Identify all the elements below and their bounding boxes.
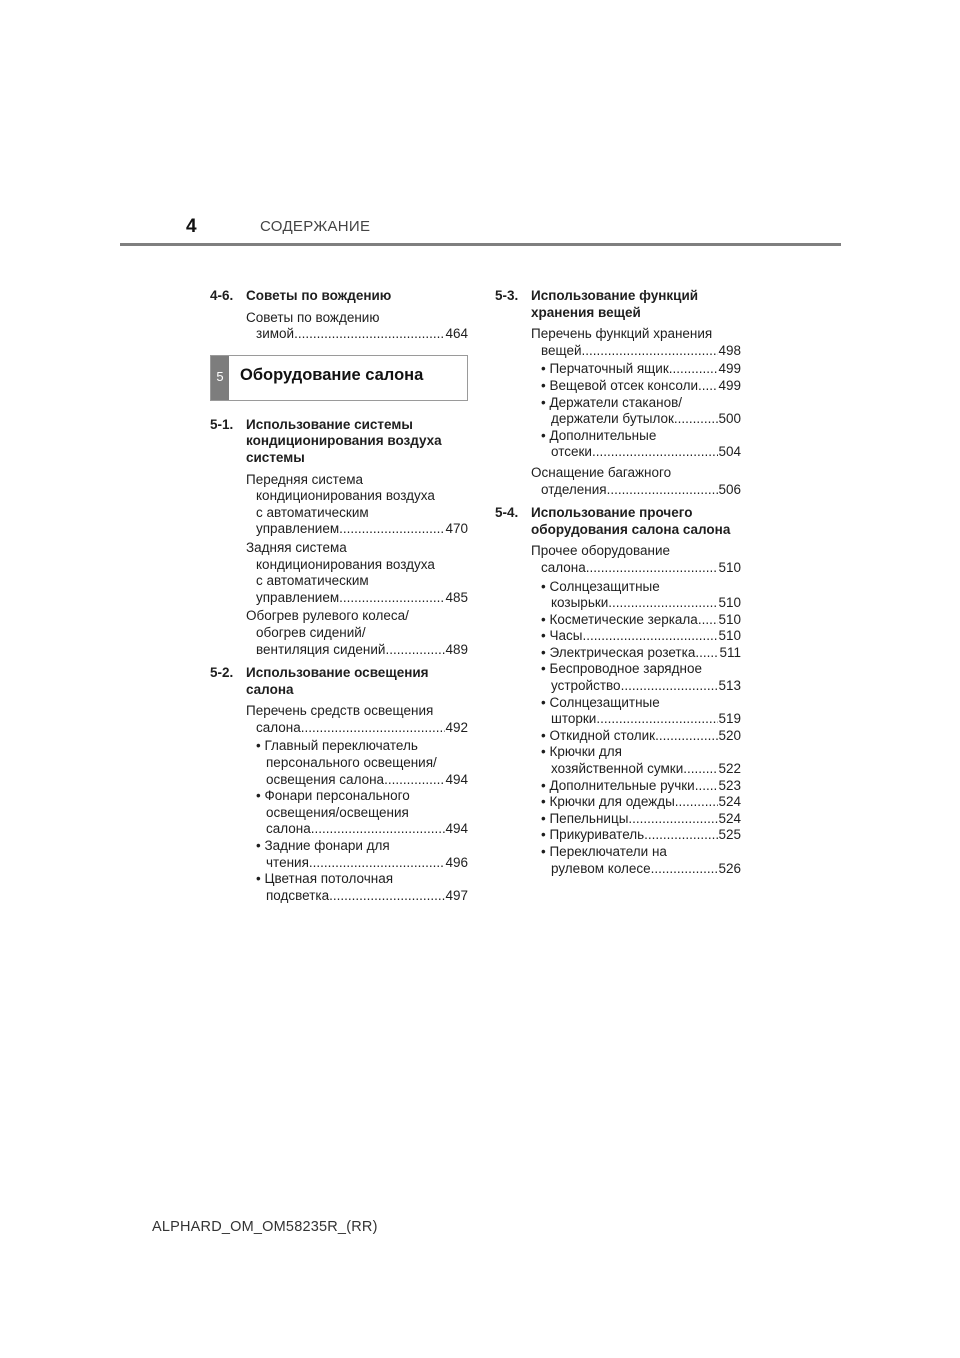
entry-text: управлением xyxy=(256,521,340,537)
section-5-3-heading xyxy=(495,288,741,321)
entry-text: Перечень средств освещения xyxy=(246,703,434,719)
page-number: 4 xyxy=(186,216,197,237)
page-ref: 494 xyxy=(445,821,468,837)
entry-text: козырьки xyxy=(551,595,609,611)
chapter-title: Оборудование салона xyxy=(240,365,424,384)
entry-text: Задняя система xyxy=(246,539,347,555)
toc-entry[interactable] xyxy=(246,703,468,736)
entry-leader xyxy=(256,821,468,838)
entry-leader xyxy=(541,645,741,662)
entry-leader xyxy=(541,678,741,695)
page-ref: 523 xyxy=(718,777,741,793)
entry-leader xyxy=(541,811,741,828)
entry-text: • Держатели стаканов/ xyxy=(541,394,683,410)
entry-leader xyxy=(541,361,741,378)
entry-text: • Главный переключатель xyxy=(256,738,418,754)
toc-subentry[interactable] xyxy=(541,827,741,844)
entry-leader xyxy=(246,590,468,607)
page-ref: 504 xyxy=(718,444,741,460)
section-number: 5-1. xyxy=(210,416,234,432)
section-title: Использование функций xyxy=(531,288,699,303)
page-header xyxy=(0,0,960,260)
entry-text: Оснащение багажного xyxy=(531,464,672,480)
toc-subentry[interactable] xyxy=(541,645,741,662)
entry-leader xyxy=(256,855,468,872)
entry-text: подсветка xyxy=(266,887,330,903)
page-ref: 499 xyxy=(718,361,741,377)
entry-text: • Переключатели на xyxy=(541,844,667,859)
page-ref: 494 xyxy=(445,771,468,787)
toc-subentry[interactable] xyxy=(256,838,468,871)
section-title: оборудования салона салона xyxy=(531,521,731,537)
entry-leader xyxy=(541,827,741,844)
entry-text: Перечень функций хранения xyxy=(531,326,713,342)
entry-leader xyxy=(531,343,741,360)
entry-leader xyxy=(541,628,741,645)
entry-text: • Косметические зеркала xyxy=(541,611,698,627)
entry-leader xyxy=(246,326,468,343)
entry-text: • Солнцезащитные xyxy=(541,578,660,594)
page-ref: 510 xyxy=(718,559,741,575)
section-4-6-heading xyxy=(210,288,468,305)
toc-entry[interactable] xyxy=(531,326,741,359)
entry-text: Передняя система xyxy=(246,471,364,487)
page-ref: 524 xyxy=(718,794,741,810)
entry-text: салона xyxy=(266,821,311,837)
toc-subentry[interactable] xyxy=(541,612,741,629)
section-title: Советы по вождению xyxy=(246,288,392,303)
section-5-4-heading xyxy=(495,505,741,538)
entry-text: держатели бутылок xyxy=(551,411,674,427)
page-ref: 485 xyxy=(445,589,468,605)
entry-text: кондиционирования воздуха xyxy=(256,488,435,504)
entry-leader xyxy=(541,778,741,795)
footer-doc-code: ALPHARD_OM_OM58235R_(RR) xyxy=(152,1219,378,1235)
page-ref: 510 xyxy=(718,595,741,611)
section-number: 5-3. xyxy=(495,288,519,303)
section-5-2-heading xyxy=(210,665,468,698)
entry-text: отделения xyxy=(541,481,607,497)
section-5-1-heading xyxy=(210,417,468,467)
entry-text: • Прикуриватель xyxy=(541,827,645,843)
entry-leader xyxy=(541,612,741,629)
header-title: СОДЕРЖАНИЕ xyxy=(260,218,371,235)
toc-subentry[interactable] xyxy=(256,871,468,904)
page-ref: 510 xyxy=(718,611,741,627)
page-ref: 520 xyxy=(718,727,741,743)
entry-text: салона xyxy=(256,719,301,735)
page-ref: 464 xyxy=(445,326,468,342)
page-ref: 526 xyxy=(718,860,741,876)
entry-text: освещения/освещения xyxy=(266,804,409,820)
entry-text: с автоматическим xyxy=(256,573,369,589)
toc-subentry[interactable] xyxy=(256,738,468,788)
entry-leader xyxy=(541,595,741,612)
entry-text: отсеки xyxy=(551,444,592,460)
entry-text: • Дополнительные ручки xyxy=(541,777,695,793)
entry-text: устройство xyxy=(551,678,621,694)
entry-text: Советы по вождению xyxy=(246,309,380,325)
entry-text: • Фонари персонального xyxy=(256,788,410,804)
entry-text: • Дополнительные xyxy=(541,427,657,443)
toc-right-column xyxy=(495,288,741,877)
entry-leader xyxy=(541,411,741,428)
entry-leader xyxy=(246,642,468,659)
toc-subentry[interactable] xyxy=(541,395,741,428)
section-number: 5-2. xyxy=(210,665,234,681)
entry-leader xyxy=(541,728,741,745)
entry-text: управлением xyxy=(256,589,340,605)
toc-subentry[interactable] xyxy=(541,695,741,728)
toc-subentry[interactable] xyxy=(541,728,741,745)
section-title: кондиционирования воздуха xyxy=(246,433,442,449)
toc-entry[interactable] xyxy=(531,465,741,498)
entry-leader xyxy=(541,794,741,811)
toc-entry[interactable] xyxy=(246,540,468,606)
header-divider xyxy=(120,243,841,246)
page-ref: 524 xyxy=(718,810,741,826)
toc-subentry[interactable] xyxy=(541,661,741,694)
entry-leader xyxy=(541,861,741,878)
entry-text: обогрев сидений/ xyxy=(256,624,366,640)
entry-text: персонального освещения/ xyxy=(266,755,437,771)
entry-text: • Электрическая розетка xyxy=(541,644,696,660)
entry-text: • Цветная потолочная xyxy=(256,871,394,887)
page-ref: 470 xyxy=(445,521,468,537)
entry-leader xyxy=(256,888,468,905)
entry-text: чтения xyxy=(266,854,309,870)
toc-subentry[interactable] xyxy=(541,778,741,795)
toc-subentry[interactable] xyxy=(541,378,741,395)
toc-subentry[interactable] xyxy=(541,811,741,828)
entry-leader xyxy=(531,560,741,577)
page-ref: 499 xyxy=(718,377,741,393)
page-ref: 519 xyxy=(718,711,741,727)
toc-subentry[interactable] xyxy=(541,579,741,612)
toc-entry[interactable] xyxy=(246,310,468,343)
entry-text: Прочее оборудование xyxy=(531,543,671,559)
page-ref: 498 xyxy=(718,342,741,358)
entry-text: Обогрев рулевого колеса/ xyxy=(246,608,409,624)
page-ref: 500 xyxy=(718,411,741,427)
toc-entry[interactable] xyxy=(246,472,468,538)
page-ref: 506 xyxy=(718,481,741,497)
chapter-5-banner xyxy=(210,355,468,401)
entry-leader xyxy=(541,711,741,728)
entry-text: шторки xyxy=(551,711,597,727)
page-ref: 492 xyxy=(445,719,468,735)
toc-entry[interactable] xyxy=(246,608,468,658)
entry-leader xyxy=(256,772,468,789)
entry-text: вещей xyxy=(541,342,582,358)
chapter-tab: 5 xyxy=(211,356,229,400)
entry-leader xyxy=(246,720,468,737)
page-ref: 511 xyxy=(719,644,741,660)
toc-subentry[interactable] xyxy=(541,361,741,378)
entry-text: • Задние фонари для xyxy=(256,838,390,854)
entry-text: • Крючки для одежды xyxy=(541,794,675,810)
toc-left-column xyxy=(210,288,468,904)
entry-text: освещения салона xyxy=(266,771,385,787)
entry-leader xyxy=(541,444,741,461)
entry-text: зимой xyxy=(256,326,295,342)
toc-subentry[interactable] xyxy=(256,788,468,838)
page-ref: 522 xyxy=(718,761,741,777)
entry-text: • Беспроводное зарядное xyxy=(541,661,702,677)
entry-text: • Вещевой отсек консоли xyxy=(541,377,698,393)
page-ref: 489 xyxy=(445,641,468,657)
toc-subentry[interactable] xyxy=(541,744,741,777)
section-title: Использование системы xyxy=(246,416,413,432)
entry-leader xyxy=(246,521,468,538)
section-title: Использование освещения xyxy=(246,665,429,681)
section-title: системы xyxy=(246,449,305,465)
toc-entry[interactable] xyxy=(531,543,741,576)
entry-leader xyxy=(531,482,741,499)
section-number: 5-4. xyxy=(495,505,519,521)
entry-text: салона xyxy=(541,559,586,575)
entry-text: • Часы xyxy=(541,628,583,644)
entry-text: • Откидной столик xyxy=(541,727,656,743)
page-ref: 496 xyxy=(445,854,468,870)
section-title: Использование прочего xyxy=(531,505,693,521)
entry-text: • Перчаточный ящик xyxy=(541,361,669,377)
section-number: 4-6. xyxy=(210,288,234,303)
page-ref: 510 xyxy=(718,628,741,644)
entry-text: с автоматическим xyxy=(256,504,369,520)
entry-leader xyxy=(541,761,741,778)
entry-leader xyxy=(541,378,741,395)
toc-subentry[interactable] xyxy=(541,844,741,877)
section-title: салона xyxy=(246,681,294,697)
page-ref: 513 xyxy=(718,678,741,694)
entry-text: • Солнцезащитные xyxy=(541,694,660,710)
page-ref: 497 xyxy=(445,887,468,903)
entry-text: кондиционирования воздуха xyxy=(256,556,435,572)
entry-text: рулевом колесе xyxy=(551,860,651,876)
page-ref: 525 xyxy=(718,827,741,843)
toc-subentry[interactable] xyxy=(541,794,741,811)
section-title: хранения вещей xyxy=(531,304,641,320)
toc-subentry[interactable] xyxy=(541,428,741,461)
entry-text: • Крючки для xyxy=(541,744,622,760)
toc-subentry[interactable] xyxy=(541,628,741,645)
entry-text: вентиляция сидений xyxy=(256,641,386,657)
entry-text: хозяйственной сумки xyxy=(551,761,684,777)
entry-text: • Пепельницы xyxy=(541,810,629,826)
